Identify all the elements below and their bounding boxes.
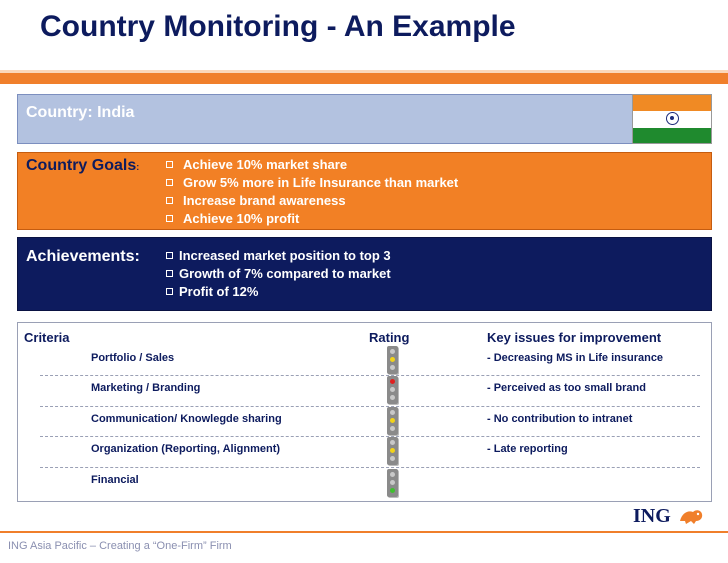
country-goals-list (166, 156, 458, 228)
key-issue-text: - No contribution to intranet (487, 413, 633, 425)
achievements-list (166, 247, 391, 301)
key-issue-text: - Decreasing MS in Life insurance (487, 352, 664, 364)
light-yellow (390, 418, 395, 423)
achievement-item (166, 247, 391, 265)
key-issues-header: Key issues for improvement (487, 330, 662, 345)
flag-saffron-band (633, 95, 711, 111)
goal-item (166, 192, 458, 210)
square-bullet-icon (166, 197, 173, 204)
row-divider (40, 375, 700, 376)
square-bullet-icon (166, 288, 173, 295)
traffic-light-icon (387, 376, 398, 404)
goal-text: Increase brand awareness (183, 193, 346, 208)
country-goals-label (26, 157, 139, 175)
country-goals-panel (17, 152, 712, 230)
goal-text: Grow 5% more in Life Insurance than market (183, 175, 459, 190)
page-title: Country Monitoring - An Example (40, 10, 516, 43)
criteria-name: Marketing / Branding (91, 382, 201, 394)
traffic-light-icon (387, 346, 398, 374)
key-issue-text: - Perceived as too small brand (487, 382, 646, 394)
row-divider (40, 406, 700, 407)
square-bullet-icon (166, 252, 173, 259)
light-red (390, 440, 395, 445)
rating-header: Rating (369, 330, 410, 345)
criteria-name: Portfolio / Sales (91, 352, 175, 364)
traffic-light-icon (387, 407, 398, 435)
criteria-name: Financial (91, 474, 139, 486)
goal-text: Achieve 10% market share (183, 157, 348, 172)
light-green (390, 456, 395, 461)
india-flag-icon (632, 94, 712, 144)
light-red (390, 410, 395, 415)
achievement-item (166, 265, 391, 283)
footer-divider (0, 531, 728, 533)
light-green (390, 426, 395, 431)
achievement-text: Increased market position to top 3 (179, 248, 391, 263)
light-red (390, 472, 395, 477)
criteria-table (17, 322, 712, 502)
achievement-text: Growth of 7% compared to market (179, 266, 391, 281)
light-green (390, 488, 395, 493)
key-issue-text: - Late reporting (487, 443, 568, 455)
footer-text: ING Asia Pacific – Creating a “One-Firm” Firm (8, 540, 232, 552)
light-red (390, 379, 395, 384)
square-bullet-icon (166, 161, 173, 168)
light-yellow (390, 480, 395, 485)
achievement-item (166, 283, 391, 301)
light-yellow (390, 387, 395, 392)
criteria-name: Organization (Reporting, Alignment) (91, 443, 281, 455)
light-yellow (390, 357, 395, 362)
achievements-label: Achievements: (26, 248, 140, 265)
flag-green-band (633, 128, 711, 143)
square-bullet-icon (166, 179, 173, 186)
criteria-header: Criteria (24, 330, 70, 345)
goal-item (166, 210, 458, 228)
country-panel (17, 94, 712, 144)
light-green (390, 365, 395, 370)
square-bullet-icon (166, 270, 173, 277)
title-divider-highlight (0, 70, 728, 73)
criteria-name: Communication/ Knowlegde sharing (91, 413, 282, 425)
goal-text: Achieve 10% profit (183, 211, 300, 226)
row-divider (40, 467, 700, 468)
traffic-light-icon (387, 437, 398, 465)
light-yellow (390, 448, 395, 453)
goal-item (166, 174, 458, 192)
achievement-text: Profit of 12% (179, 284, 259, 299)
country-goals-label-text: Country Goals (26, 157, 137, 174)
ing-logo: ING (633, 505, 671, 527)
goal-item (166, 156, 458, 174)
ing-lion-icon (678, 507, 704, 525)
traffic-light-icon (387, 469, 398, 497)
light-red (390, 349, 395, 354)
ashoka-chakra-icon (666, 112, 679, 125)
country-label: Country: India (26, 104, 135, 121)
row-divider (40, 436, 700, 437)
square-bullet-icon (166, 215, 173, 222)
achievements-panel (17, 237, 712, 311)
light-green (390, 395, 395, 400)
country-goals-colon: : (136, 162, 140, 172)
flag-white-band (633, 111, 711, 128)
